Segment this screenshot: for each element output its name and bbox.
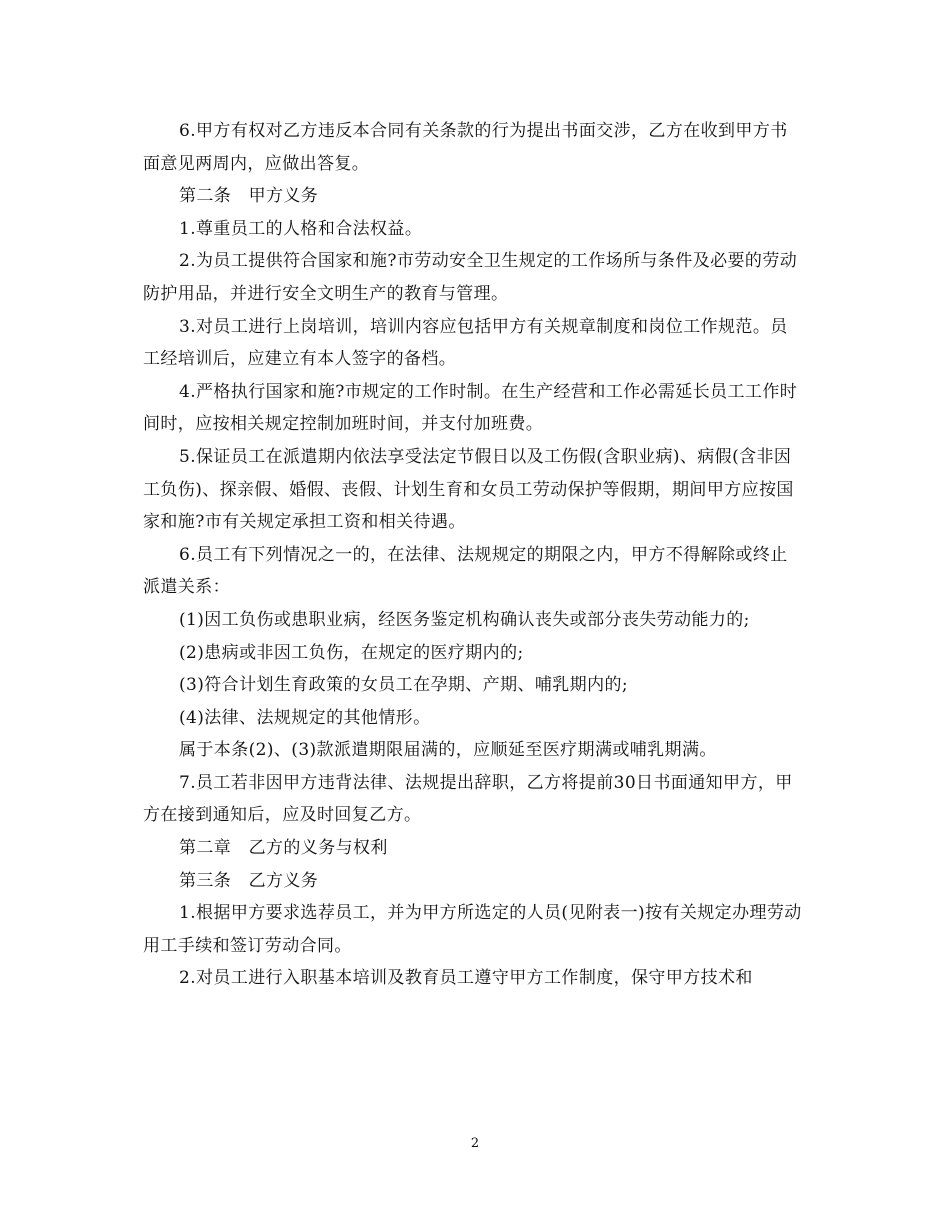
paragraph: 7.员工若非因甲方违背法律、法规提出辞职，乙方将提前30日书面通知甲方，甲方在接到通知后，应及时回复乙方。: [143, 772, 793, 826]
list-item: (3)符合计划生育政策的女员工在孕期、产期、哺乳期内的;: [179, 675, 629, 696]
paragraph: 6.员工有下列情况之一的，在法律、法规规定的期限之内，甲方不得解除或终止派遣关系：: [143, 544, 788, 598]
document-body: [143, 115, 803, 995]
page-number: 2: [470, 1136, 480, 1151]
paragraph: 属于本条(2)、(3)款派遣期限届满的，应顺延至医疗期满或哺乳期满。: [179, 740, 717, 761]
paragraph: 1.根据甲方要求选荐员工，并为甲方所选定的人员(见附表一)按有关规定办理劳动用工手续和签订劳动合同。: [143, 903, 802, 956]
paragraph: 2.对员工进行入职基本培训及教育员工遵守甲方工作制度，保守甲方技术和: [179, 968, 753, 989]
list-item: (1)因工负伤或患职业病，经医务鉴定机构确认丧失或部分丧失劳动能力的;: [179, 609, 750, 630]
paragraph: 3.对员工进行上岗培训，培训内容应包括甲方有关规章制度和岗位工作规范。员工经培训后，应建立有本人签字的备档。: [143, 316, 788, 370]
section-heading: 第三条 乙方义务: [179, 870, 319, 891]
paragraph: 2.为员工提供符合国家和施?市劳动安全卫生规定的工作场所与条件及必要的劳动防护用品，并进行安全文明生产的教育与管理。: [143, 251, 798, 304]
paragraph: 4.严格执行国家和施?市规定的工作时制。在生产经营和工作必需延长员工工作时间时，应按相关规定控制加班时间，并支付加班费。: [143, 381, 798, 435]
chapter-heading: 第二章 乙方的义务与权利: [179, 838, 388, 859]
section-heading: 第二条 甲方义务: [179, 186, 319, 207]
list-item: (4)法律、法规规定的其他情形。: [179, 707, 431, 728]
paragraph: 5.保证员工在派遣期内依法享受法定节假日以及工伤假(含职业病)、病假(含非因工负伤)、探亲假、婚假、丧假、计划生育和女员工劳动保护等假期，期间甲方应按国家和施?市有关规定承担工资和相关待遇。: [143, 446, 794, 533]
list-item: (2)患病或非因工负伤，在规定的医疗期内的;: [179, 642, 524, 663]
paragraph: 1.尊重员工的人格和合法权益。: [179, 218, 423, 239]
paragraph: 6.甲方有权对乙方违反本合同有关条款的行为提出书面交涉，乙方在收到甲方书面意见两周内，应做出答复。: [143, 121, 788, 174]
